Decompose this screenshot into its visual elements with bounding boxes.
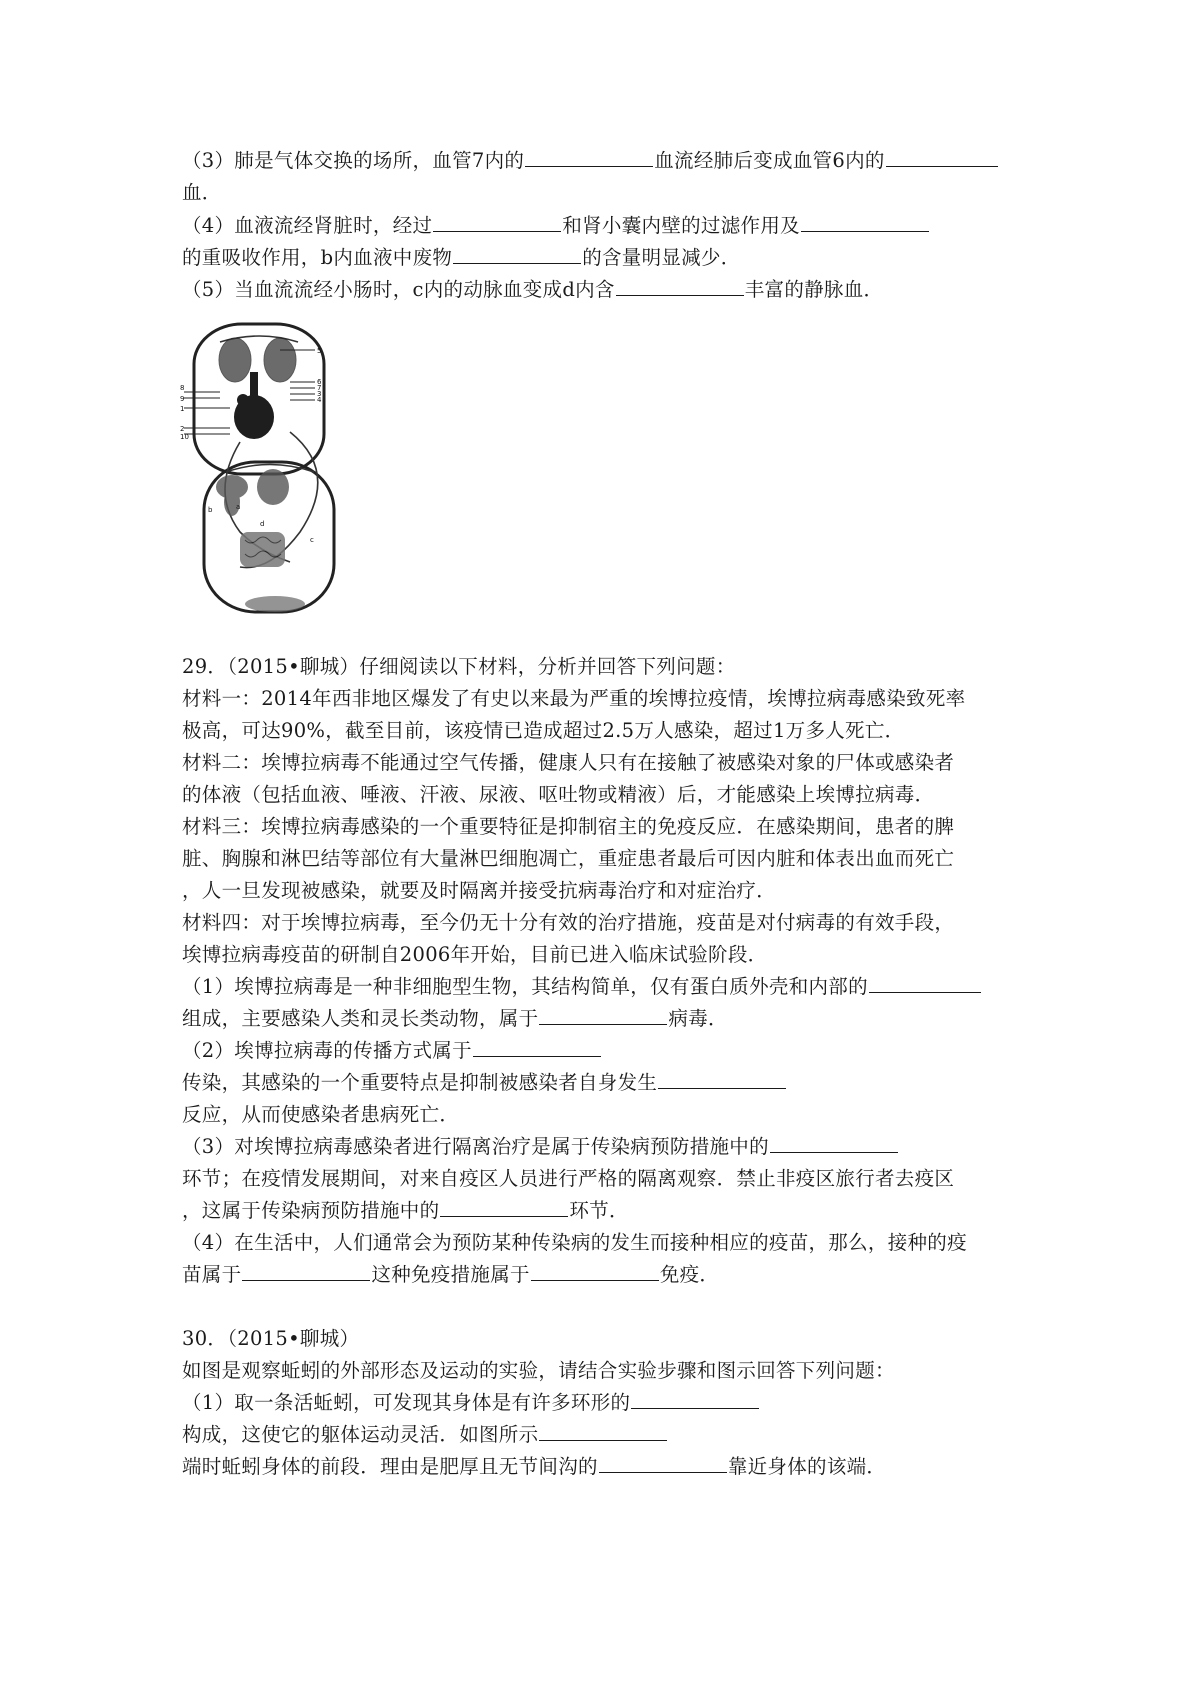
answer-blank[interactable] xyxy=(539,1006,667,1025)
q29-part3-line2 xyxy=(182,1166,954,1192)
q29-part4-line1 xyxy=(182,1230,967,1256)
text: 如图是观察蚯蚓的外部形态及运动的实验，请结合实验步骤和图示回答下列问题： xyxy=(182,1359,895,1382)
intestine xyxy=(240,532,285,567)
text: （3）肺是气体交换的场所，血管7内的 xyxy=(182,149,525,172)
heart xyxy=(234,372,274,439)
q29-material2-line2 xyxy=(182,782,934,808)
text: 血流经肺后变成血管6内的 xyxy=(654,149,885,172)
organs xyxy=(216,469,289,516)
text: （4）在生活中，人们通常会为预防某种传染病的发生而接种相应的疫苗，那么，接种的疫 xyxy=(182,1231,967,1254)
text: 的含量明显减少． xyxy=(582,246,741,269)
label-3: 3 xyxy=(317,390,322,398)
answer-blank[interactable] xyxy=(631,1390,759,1409)
q29-material2-line1 xyxy=(182,750,954,776)
text: （5）当血流流经小肠时，c内的动脉血变成d内含 xyxy=(182,278,615,301)
blood-circulation-figure xyxy=(180,322,355,622)
text: 材料二：埃博拉病毒不能通过空气传播，健康人只有在接触了被感染对象的尸体或感染者 xyxy=(182,751,955,774)
answer-blank[interactable] xyxy=(886,148,998,167)
q28-part4-line2 xyxy=(182,245,741,271)
text: 靠近身体的该端． xyxy=(727,1455,887,1478)
q30-intro xyxy=(182,1358,895,1384)
q29-material1-line2 xyxy=(182,718,904,744)
answer-blank[interactable] xyxy=(440,1198,568,1217)
text: 血． xyxy=(182,181,222,204)
q28-part5 xyxy=(182,277,883,303)
answer-blank[interactable] xyxy=(658,1070,786,1089)
text: 脏、胸腺和淋巴结等部位有大量淋巴细胞凋亡，重症患者最后可因内脏和体表出血而死亡 xyxy=(182,847,955,870)
q29-material3-line1 xyxy=(182,814,954,840)
q29-part2-line1 xyxy=(182,1038,602,1064)
label-5: 5 xyxy=(317,347,322,355)
answer-blank[interactable] xyxy=(453,245,581,264)
q30-part1-line1 xyxy=(182,1390,760,1416)
label-4: 4 xyxy=(317,396,322,404)
answer-blank[interactable] xyxy=(869,974,981,993)
text: （1）取一条活蚯蚓，可发现其身体是有许多环形的 xyxy=(182,1391,631,1414)
label-9: 9 xyxy=(180,395,185,403)
q28-part4-line1 xyxy=(182,213,930,239)
q29-part3-line3 xyxy=(182,1198,629,1224)
text: 环节；在疫情发展期间，对来自疫区人员进行严格的隔离观察．禁止非疫区旅行者去疫区 xyxy=(182,1167,955,1190)
bottom-organ xyxy=(245,596,305,612)
text: 埃博拉病毒疫苗的研制自2006年开始，目前已进入临床试验阶段． xyxy=(182,943,768,966)
answer-blank[interactable] xyxy=(539,1422,667,1441)
text: 苗属于 xyxy=(182,1263,242,1286)
text: 材料三：埃博拉病毒感染的一个重要特征是抑制宿主的免疫反应．在感染期间，患者的脾 xyxy=(182,815,955,838)
q28-part3-line2 xyxy=(182,180,222,206)
text: （4）血液流经肾脏时，经过 xyxy=(182,214,433,237)
q29-material4-line2 xyxy=(182,942,767,968)
label-2: 2 xyxy=(180,425,185,433)
text: 30．（2015•聊城） xyxy=(182,1327,360,1350)
q29-part2-line2 xyxy=(182,1070,787,1096)
answer-blank[interactable] xyxy=(242,1262,370,1281)
text: （2）埃博拉病毒的传播方式属于 xyxy=(182,1039,472,1062)
text: 材料四：对于埃博拉病毒，至今仍无十分有效的治疗措施，疫苗是对付病毒的有效手段， xyxy=(182,911,955,934)
text: 传染，其感染的一个重要特点是抑制被感染者自身发生 xyxy=(182,1071,658,1094)
label-10: 10 xyxy=(180,433,189,441)
text: 端时蚯蚓身体的前段．理由是肥厚且无节间沟的 xyxy=(182,1455,598,1478)
q29-heading xyxy=(182,654,736,680)
text: 的重吸收作用，b内血液中废物 xyxy=(182,246,453,269)
label-1: 1 xyxy=(180,405,185,413)
text: （3）对埃博拉病毒感染者进行隔离治疗是属于传染病预防措施中的 xyxy=(182,1135,769,1158)
label-a: a xyxy=(236,503,241,511)
q30-part1-line3 xyxy=(182,1454,886,1480)
text: 材料一：2014年西非地区爆发了有史以来最为严重的埃博拉疫情，埃博拉病毒感染致死率 xyxy=(182,687,966,710)
label-6: 6 xyxy=(317,378,322,386)
text: 极高，可达90%，截至目前，该疫情已造成超过2.5万人感染，超过1万多人死亡． xyxy=(182,719,905,742)
answer-blank[interactable] xyxy=(473,1038,601,1057)
answer-blank[interactable] xyxy=(801,213,929,232)
q30-part1-line2 xyxy=(182,1422,668,1448)
text: 这种免疫措施属于 xyxy=(371,1263,530,1286)
text: 组成，主要感染人类和灵长类动物，属于 xyxy=(182,1007,539,1030)
text: 反应，从而使感染者患病死亡． xyxy=(182,1103,460,1126)
answer-blank[interactable] xyxy=(616,277,744,296)
q29-part3-line1 xyxy=(182,1134,899,1160)
q29-part4-line2 xyxy=(182,1262,719,1288)
q30-heading xyxy=(182,1326,359,1352)
text: 环节． xyxy=(569,1199,629,1222)
text: 29．（2015•聊城）仔细阅读以下材料，分析并回答下列问题： xyxy=(182,655,736,678)
text: 病毒． xyxy=(668,1007,728,1030)
answer-blank[interactable] xyxy=(599,1454,727,1473)
text: ，人一旦发现被感染，就要及时隔离并接受抗病毒治疗和对症治疗． xyxy=(182,879,777,902)
q29-material1-line1 xyxy=(182,686,965,712)
text: ，这属于传染病预防措施中的 xyxy=(182,1199,440,1222)
label-b: b xyxy=(208,506,213,514)
answer-blank[interactable] xyxy=(770,1134,898,1153)
q29-material3-line2 xyxy=(182,846,954,872)
text: 和肾小囊内壁的过滤作用及 xyxy=(562,214,800,237)
q29-material3-line3 xyxy=(182,878,776,904)
text: （1）埃博拉病毒是一种非细胞型生物，其结构简单，仅有蛋白质外壳和内部的 xyxy=(182,975,868,998)
text: 丰富的静脉血． xyxy=(744,278,884,301)
label-d: d xyxy=(260,520,265,528)
q29-part1-line2 xyxy=(182,1006,728,1032)
answer-blank[interactable] xyxy=(525,148,653,167)
answer-blank[interactable] xyxy=(531,1262,659,1281)
label-7: 7 xyxy=(317,384,322,392)
text: 免疫． xyxy=(659,1263,720,1286)
label-c: c xyxy=(310,536,314,544)
answer-blank[interactable] xyxy=(433,213,561,232)
q29-part2-line3 xyxy=(182,1102,459,1128)
text: 构成，这使它的躯体运动灵活．如图所示 xyxy=(182,1423,539,1446)
label-8: 8 xyxy=(180,384,185,392)
q28-part3-line1 xyxy=(182,148,999,174)
q29-part1-line1 xyxy=(182,974,982,1000)
text: 的体液（包括血液、唾液、汗液、尿液、呕吐物或精液）后，才能感染上埃博拉病毒． xyxy=(182,783,935,806)
q29-material4-line1 xyxy=(182,910,954,936)
